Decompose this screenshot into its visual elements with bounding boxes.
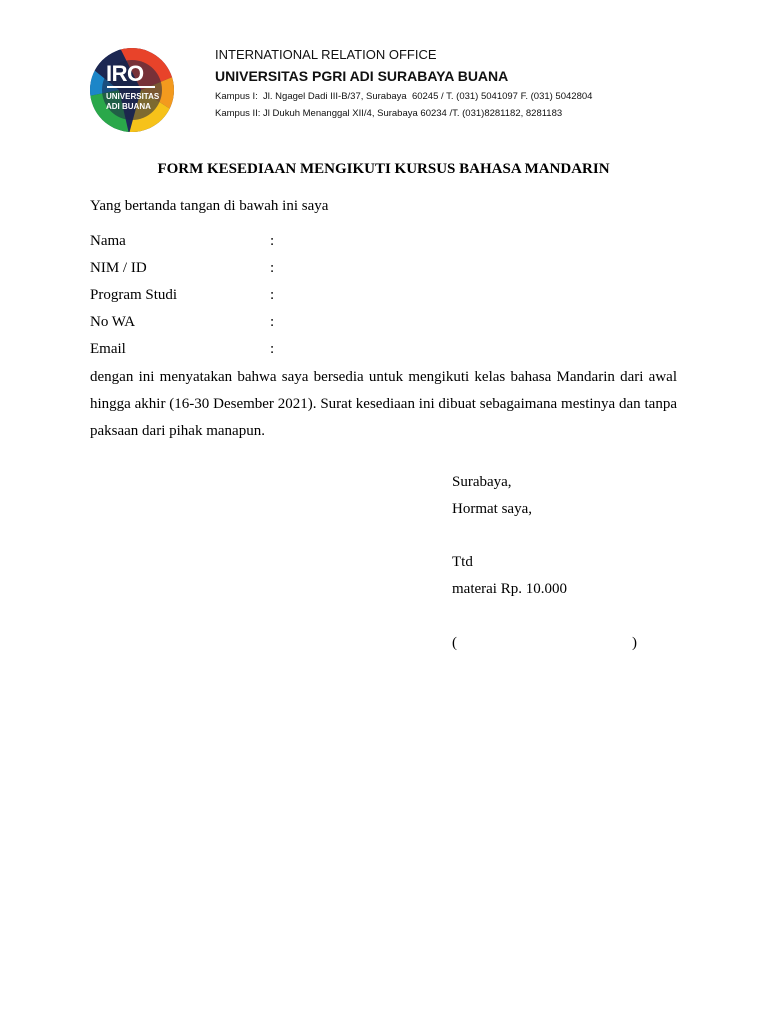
field-colon: : — [270, 341, 275, 357]
logo-sub-line2: ADI BUANA — [106, 102, 151, 111]
signature-ttd: Ttd — [452, 554, 473, 570]
logo-text-iro: IRO — [106, 61, 144, 86]
office-name: INTERNATIONAL RELATION OFFICE — [215, 47, 437, 62]
field-nim — [90, 258, 490, 278]
field-nama — [90, 231, 490, 251]
iro-logo-circle-icon — [89, 46, 175, 134]
logo-sub-line1: UNIVERSITAS — [106, 92, 160, 101]
university-name: UNIVERSITAS PGRI ADI SURABAYA BUANA — [215, 68, 509, 84]
iro-logo — [89, 46, 175, 134]
field-email — [90, 339, 490, 359]
signature-name-paren-open: ( — [452, 635, 457, 651]
field-colon: : — [270, 314, 275, 330]
statement-paragraph: dengan ini menyatakan bahwa saya bersedia untuk mengikuti kelas bahasa Mandarin dari awal hingga akhir (16-30 Desember 2021). Surat kesediaan ini dibuat sebagaimana mestinya dan tanpa paksaan dari pihak manapun. — [90, 369, 677, 439]
field-program-studi — [90, 285, 490, 305]
field-colon: : — [270, 260, 275, 276]
field-label: No WA — [90, 314, 136, 330]
field-label: Program Studi — [90, 287, 178, 303]
field-colon: : — [270, 287, 275, 303]
signature-closing: Hormat saya, — [452, 501, 532, 517]
logo-text-sub — [106, 92, 159, 112]
signature-materai: materai Rp. 10.000 — [452, 581, 567, 597]
form-title: FORM KESEDIAAN MENGIKUTI KURSUS BAHASA MANDARIN — [157, 161, 610, 177]
field-label: Nama — [90, 233, 126, 249]
logo-underline — [107, 86, 155, 88]
campus-address-2: Kampus II: Jl Dukuh Menanggal XII/4, Surabaya 60234 /T. (031)8281182, 8281183 — [215, 108, 563, 119]
field-label: NIM / ID — [90, 260, 147, 276]
signature-city: Surabaya, — [452, 474, 512, 490]
field-no-wa — [90, 312, 490, 332]
signature-name-paren-close: ) — [632, 635, 637, 651]
campus-address-1: Kampus I: Jl. Ngagel Dadi III-B/37, Surabaya 60245 / T. (031) 5041097 F. (031) 5042804 — [215, 91, 593, 102]
intro-text: Yang bertanda tangan di bawah ini saya — [90, 198, 329, 214]
field-colon: : — [270, 233, 275, 249]
field-label: Email — [90, 341, 126, 357]
